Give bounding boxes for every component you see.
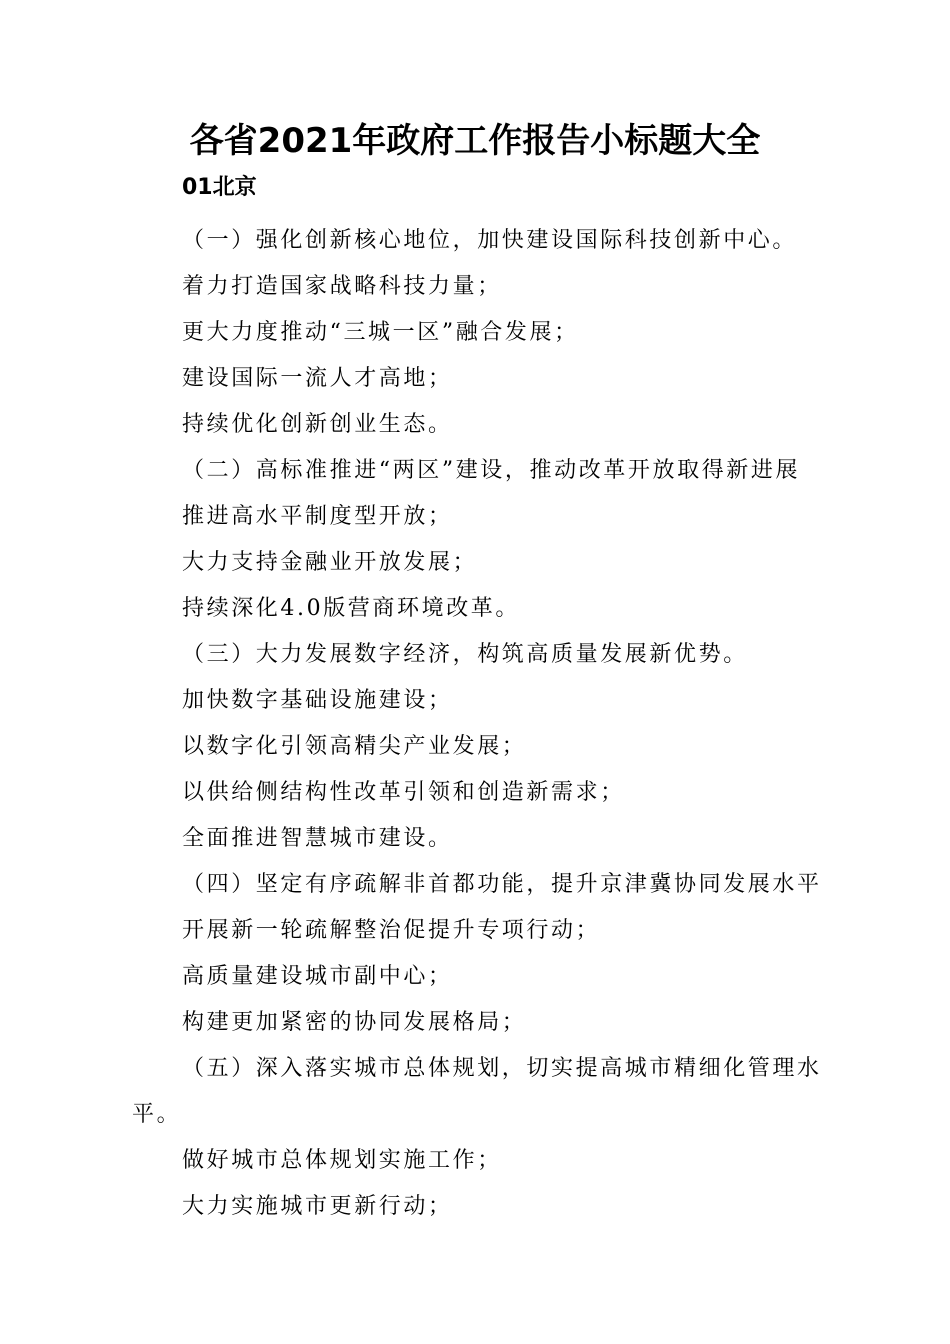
paragraph-line: 更大力度推动“三城一区”融合发展； — [182, 320, 579, 345]
paragraph-line: 持续深化4.0版营商环境改革。 — [182, 596, 520, 621]
document-title: 各省2021年政府工作报告小标题大全 — [189, 121, 761, 161]
paragraph-line: 构建更加紧密的协同发展格局； — [182, 1010, 527, 1035]
paragraph-line: 以数字化引领高精尖产业发展； — [182, 734, 527, 759]
paragraph-line: 建设国际一流人才高地； — [182, 366, 453, 391]
paragraph-line: （一）强化创新核心地位，加快建设国际科技创新中心。 — [182, 228, 798, 253]
paragraph-line: （五）深入落实城市总体规划，切实提高城市精细化管理水 — [182, 1056, 822, 1081]
paragraph-line: 大力支持金融业开放发展； — [182, 550, 478, 575]
paragraph-line: （三）大力发展数字经济，构筑高质量发展新优势。 — [182, 642, 748, 667]
paragraph-line: 持续优化创新创业生态。 — [182, 412, 453, 437]
paragraph-line: 全面推进智慧城市建设。 — [182, 826, 453, 851]
paragraph-line: 开展新一轮疏解整治促提升专项行动； — [182, 918, 601, 943]
section-heading: 01北京 — [182, 175, 257, 200]
paragraph-line: 做好城市总体规划实施工作； — [182, 1148, 502, 1173]
paragraph-line: 着力打造国家战略科技力量； — [182, 274, 502, 299]
paragraph-line-continuation: 平。 — [132, 1102, 182, 1127]
paragraph-line: 以供给侧结构性改革引领和创造新需求； — [182, 780, 625, 805]
paragraph-line: 高质量建设城市副中心； — [182, 964, 453, 989]
paragraph-line: 推进高水平制度型开放； — [182, 504, 453, 529]
paragraph-line: 加快数字基础设施建设； — [182, 688, 453, 713]
paragraph-line: （二）高标准推进“两区”建设，推动改革开放取得新进展 — [182, 458, 801, 483]
paragraph-line: （四）坚定有序疏解非首都功能，提升京津冀协同发展水平 — [182, 872, 822, 897]
paragraph-list — [132, 218, 822, 1230]
paragraph-line: 大力实施城市更新行动； — [182, 1194, 453, 1219]
